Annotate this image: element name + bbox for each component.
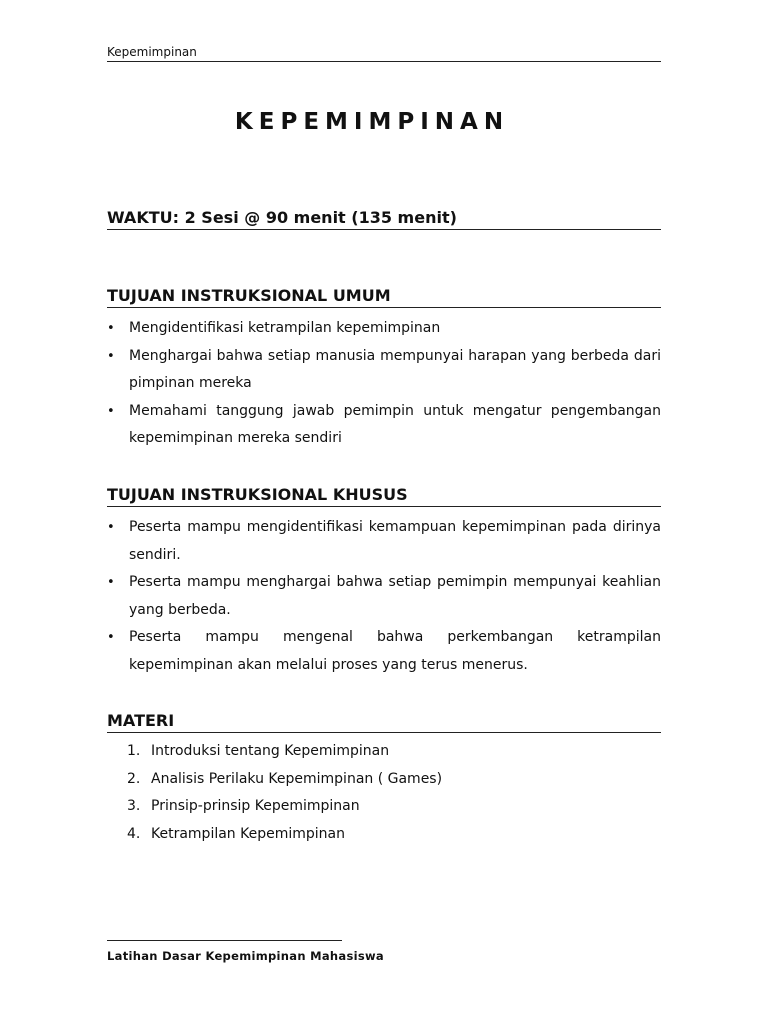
list-item xyxy=(107,514,661,569)
list-number: 2. xyxy=(127,770,141,787)
list-item-text: Peserta mampu mengenal bahwa perkembangan ketrampilan kepemimpinan akan melalui proses yang terus menerus. xyxy=(129,629,661,673)
tiu-list xyxy=(107,315,661,453)
list-item-text: Ketrampilan Kepemimpinan xyxy=(151,825,345,842)
waktu-heading: WAKTU: 2 Sesi @ 90 menit (135 menit) xyxy=(107,208,661,230)
list-item xyxy=(107,569,661,624)
materi-heading: MATERI xyxy=(107,711,661,733)
materi-list xyxy=(107,738,661,848)
list-item-text: Memahami tanggung jawab pemimpin untuk mengatur pengembangan kepemimpinan mereka sendiri xyxy=(129,402,661,446)
list-item-text: Mengidentifikasi ketrampilan kepemimpinan xyxy=(129,320,441,336)
list-number: 3. xyxy=(127,798,141,814)
list-item xyxy=(107,766,661,794)
running-header: Kepemimpinan xyxy=(107,45,661,62)
bullet-icon: • xyxy=(107,321,115,336)
list-item xyxy=(107,343,661,398)
list-item-text: Analisis Perilaku Kepemimpinan ( Games) xyxy=(151,770,443,787)
list-item xyxy=(107,738,661,766)
bullet-icon: • xyxy=(107,575,115,590)
tik-heading: TUJUAN INSTRUKSIONAL KHUSUS xyxy=(107,485,661,507)
document-title: KEPEMIMPINAN xyxy=(234,109,510,135)
footer-divider xyxy=(107,940,342,941)
list-item-text: Peserta mampu mengidentifikasi kemampuan kepemimpinan pada dirinya sendiri. xyxy=(129,519,661,563)
list-item xyxy=(107,624,661,679)
footer-text: Latihan Dasar Kepemimpinan Mahasiswa xyxy=(107,949,384,963)
list-item xyxy=(107,315,661,343)
bullet-icon: • xyxy=(107,348,115,364)
bullet-icon: • xyxy=(107,520,115,535)
list-item-text: Peserta mampu menghargai bahwa setiap pemimpin mempunyai keahlian yang berbeda. xyxy=(129,574,661,618)
list-item xyxy=(107,821,661,849)
list-number: 1. xyxy=(127,743,141,759)
tiu-heading: TUJUAN INSTRUKSIONAL UMUM xyxy=(107,286,661,308)
list-item xyxy=(107,398,661,453)
list-item-text: Prinsip-prinsip Kepemimpinan xyxy=(151,798,360,814)
list-number: 4. xyxy=(127,825,141,842)
bullet-icon: • xyxy=(107,630,115,645)
tik-list xyxy=(107,514,661,679)
bullet-icon: • xyxy=(107,403,115,419)
list-item-text: Introduksi tentang Kepemimpinan xyxy=(151,743,390,759)
list-item-text: Menghargai bahwa setiap manusia mempunyai harapan yang berbeda dari pimpinan mereka xyxy=(129,347,661,391)
list-item xyxy=(107,793,661,821)
document-page xyxy=(107,0,661,1024)
